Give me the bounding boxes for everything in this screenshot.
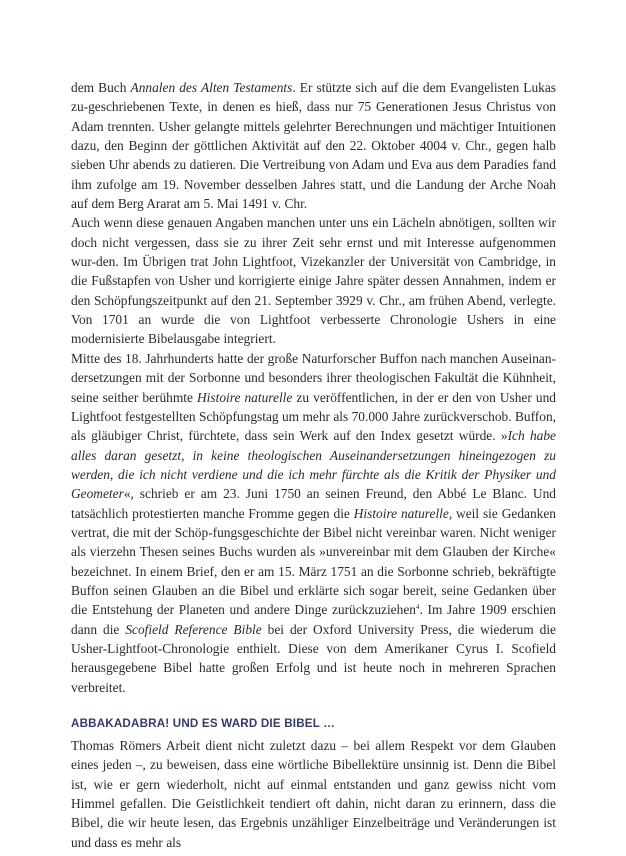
- text-block-before-heading: [71, 78, 556, 697]
- italic-text: Scofield Reference Bible: [125, 621, 262, 637]
- text-block-after-heading: [71, 736, 556, 852]
- text-run: Mitte des 18. Jahrhunderts hatte der große Naturforscher Buffon nach manchen Auseinan-dersetzungen mit der Sorbonne und besonders ihrer theologischen Fakultät die Kühnheit, seine seither berühmte: [71, 350, 556, 405]
- section-heading: ABBAKADABRA! UND ES WARD DIE BIBEL …: [71, 717, 335, 730]
- paragraph: [71, 78, 556, 213]
- paragraph: [71, 349, 556, 697]
- text-run: Thomas Römers Arbeit dient nicht zuletzt dazu – bei allem Respekt vor dem Glauben eines jeden –, zu beweisen, dass eine wörtliche Bibellektüre unsinnig ist. Denn die Bibel ist, wie er gern wiederholt, nicht auf einmal entstanden und ganz gewiss nicht vom Himmel gefallen. Die Geistlichkeit tendiert oft dahin, nicht daran zu erinnern, dass die Bibel, die wir heute lesen, das Ergebnis unzähliger Einzelbeiträge und Veränderungen ist und dass es mehr als: [71, 738, 556, 850]
- italic-text: Ich habe alles daran gesetzt, in keine theologischen Auseinandersetzungen hineingezogen zu werden, die ich nicht verdiene und die ich mehr fürchte als die Kritik der Physiker und Geometer: [71, 428, 556, 502]
- italic-text: Histoire naturelle: [197, 389, 293, 405]
- footnote-marker: 4: [415, 603, 420, 612]
- text-run: . Er stützte sich auf die dem Evangelisten Lukas zu-geschriebenen Texte, in denen es hieß, dass nur 75 Generationen Jesus Christus von Adam trennten. Usher gelangte mittels gelehrter Berechnungen und mächtiger Intuitionen dazu, den Beginn der göttlichen Aktivität auf den 22. Oktober 4004 v. Chr., gegen halb sieben Uhr abends zu datieren. Die Vertreibung von Adam und Eva aus dem Paradies fand ihm zufolge am 19. November desselben Jahres statt, und die Landung der Arche Noah auf dem Berg Ararat am 5. Mai 1491 v. Chr.: [71, 80, 557, 212]
- text-run: , weil sie Gedanken vertrat, die mit der Schöp-fungsgeschichte der Bibel nicht vereinbar waren. Nicht weniger als vierzehn Thesen seines Buchs wurden als »unvereinbar mit dem Glauben der Kirche« bezeichnet. In einem Brief, den er am 15. März 1751 an die Sorbonne schrieb, bekräftigte Buffon seinen Glauben an die Bibel und erklärte sich sogar bereit, seine Gedanken über die Entstehung der Planeten und andere Dinge zurückzuziehen: [71, 505, 556, 618]
- paragraph: [71, 736, 556, 852]
- text-run: dem Buch: [71, 80, 131, 95]
- text-run: zu veröffentlichen, in der er den von Usher und Lightfoot festgestellten Schöpfungstag um mehr als 70.000 Jahre zurückverschob. Buffon, als gläubiger Christ, fürchtete, dass sein Werk auf den Index gesetzt würde. »: [71, 389, 556, 444]
- text-run: . Im Jahre 1909 erschien dann die: [71, 602, 556, 637]
- paragraph: [71, 213, 556, 348]
- text-run: Auch wenn diese genauen Angaben manchen unter uns ein Lächeln abnötigen, sollten wir doch nicht vergessen, dass sie zu ihrer Zeit sehr ernst und mit Interesse aufgenommen wur-den. Im Übrigen trat John Lightfoot, Vizekanzler der Universität von Cambridge, in die Fußstapfen von Usher und korrigierte einige Jahre später dessen Annahmen, indem er den Schöpfungszeitpunkt auf den 21. September 3929 v. Chr., am frühen Abend, verlegte. Von 1701 an wurde die von Lightfoot verbesserte Chronologie Ushers in eine modernisierte Bibelausgabe integriert.: [71, 215, 556, 347]
- text-run: bei der Oxford University Press, die wiederum die Usher-Lightfoot-Chronologie enthielt. Diese von dem Amerikaner Cyrus I. Scofield herausgegebene Bibel hatte großen Erfolg und ist heute noch in mehreren Sprachen verbreitet.: [71, 621, 556, 695]
- italic-text: Annalen des Alten Testaments: [130, 80, 293, 95]
- text-run: «, schrieb er am 23. Juni 1750 an seinen Freund, den Abbé Le Blanc. Und tatsächlich protestierten manche Fromme gegen die: [71, 486, 556, 521]
- page-body: [71, 78, 556, 852]
- italic-text: Histoire naturelle: [353, 505, 449, 521]
